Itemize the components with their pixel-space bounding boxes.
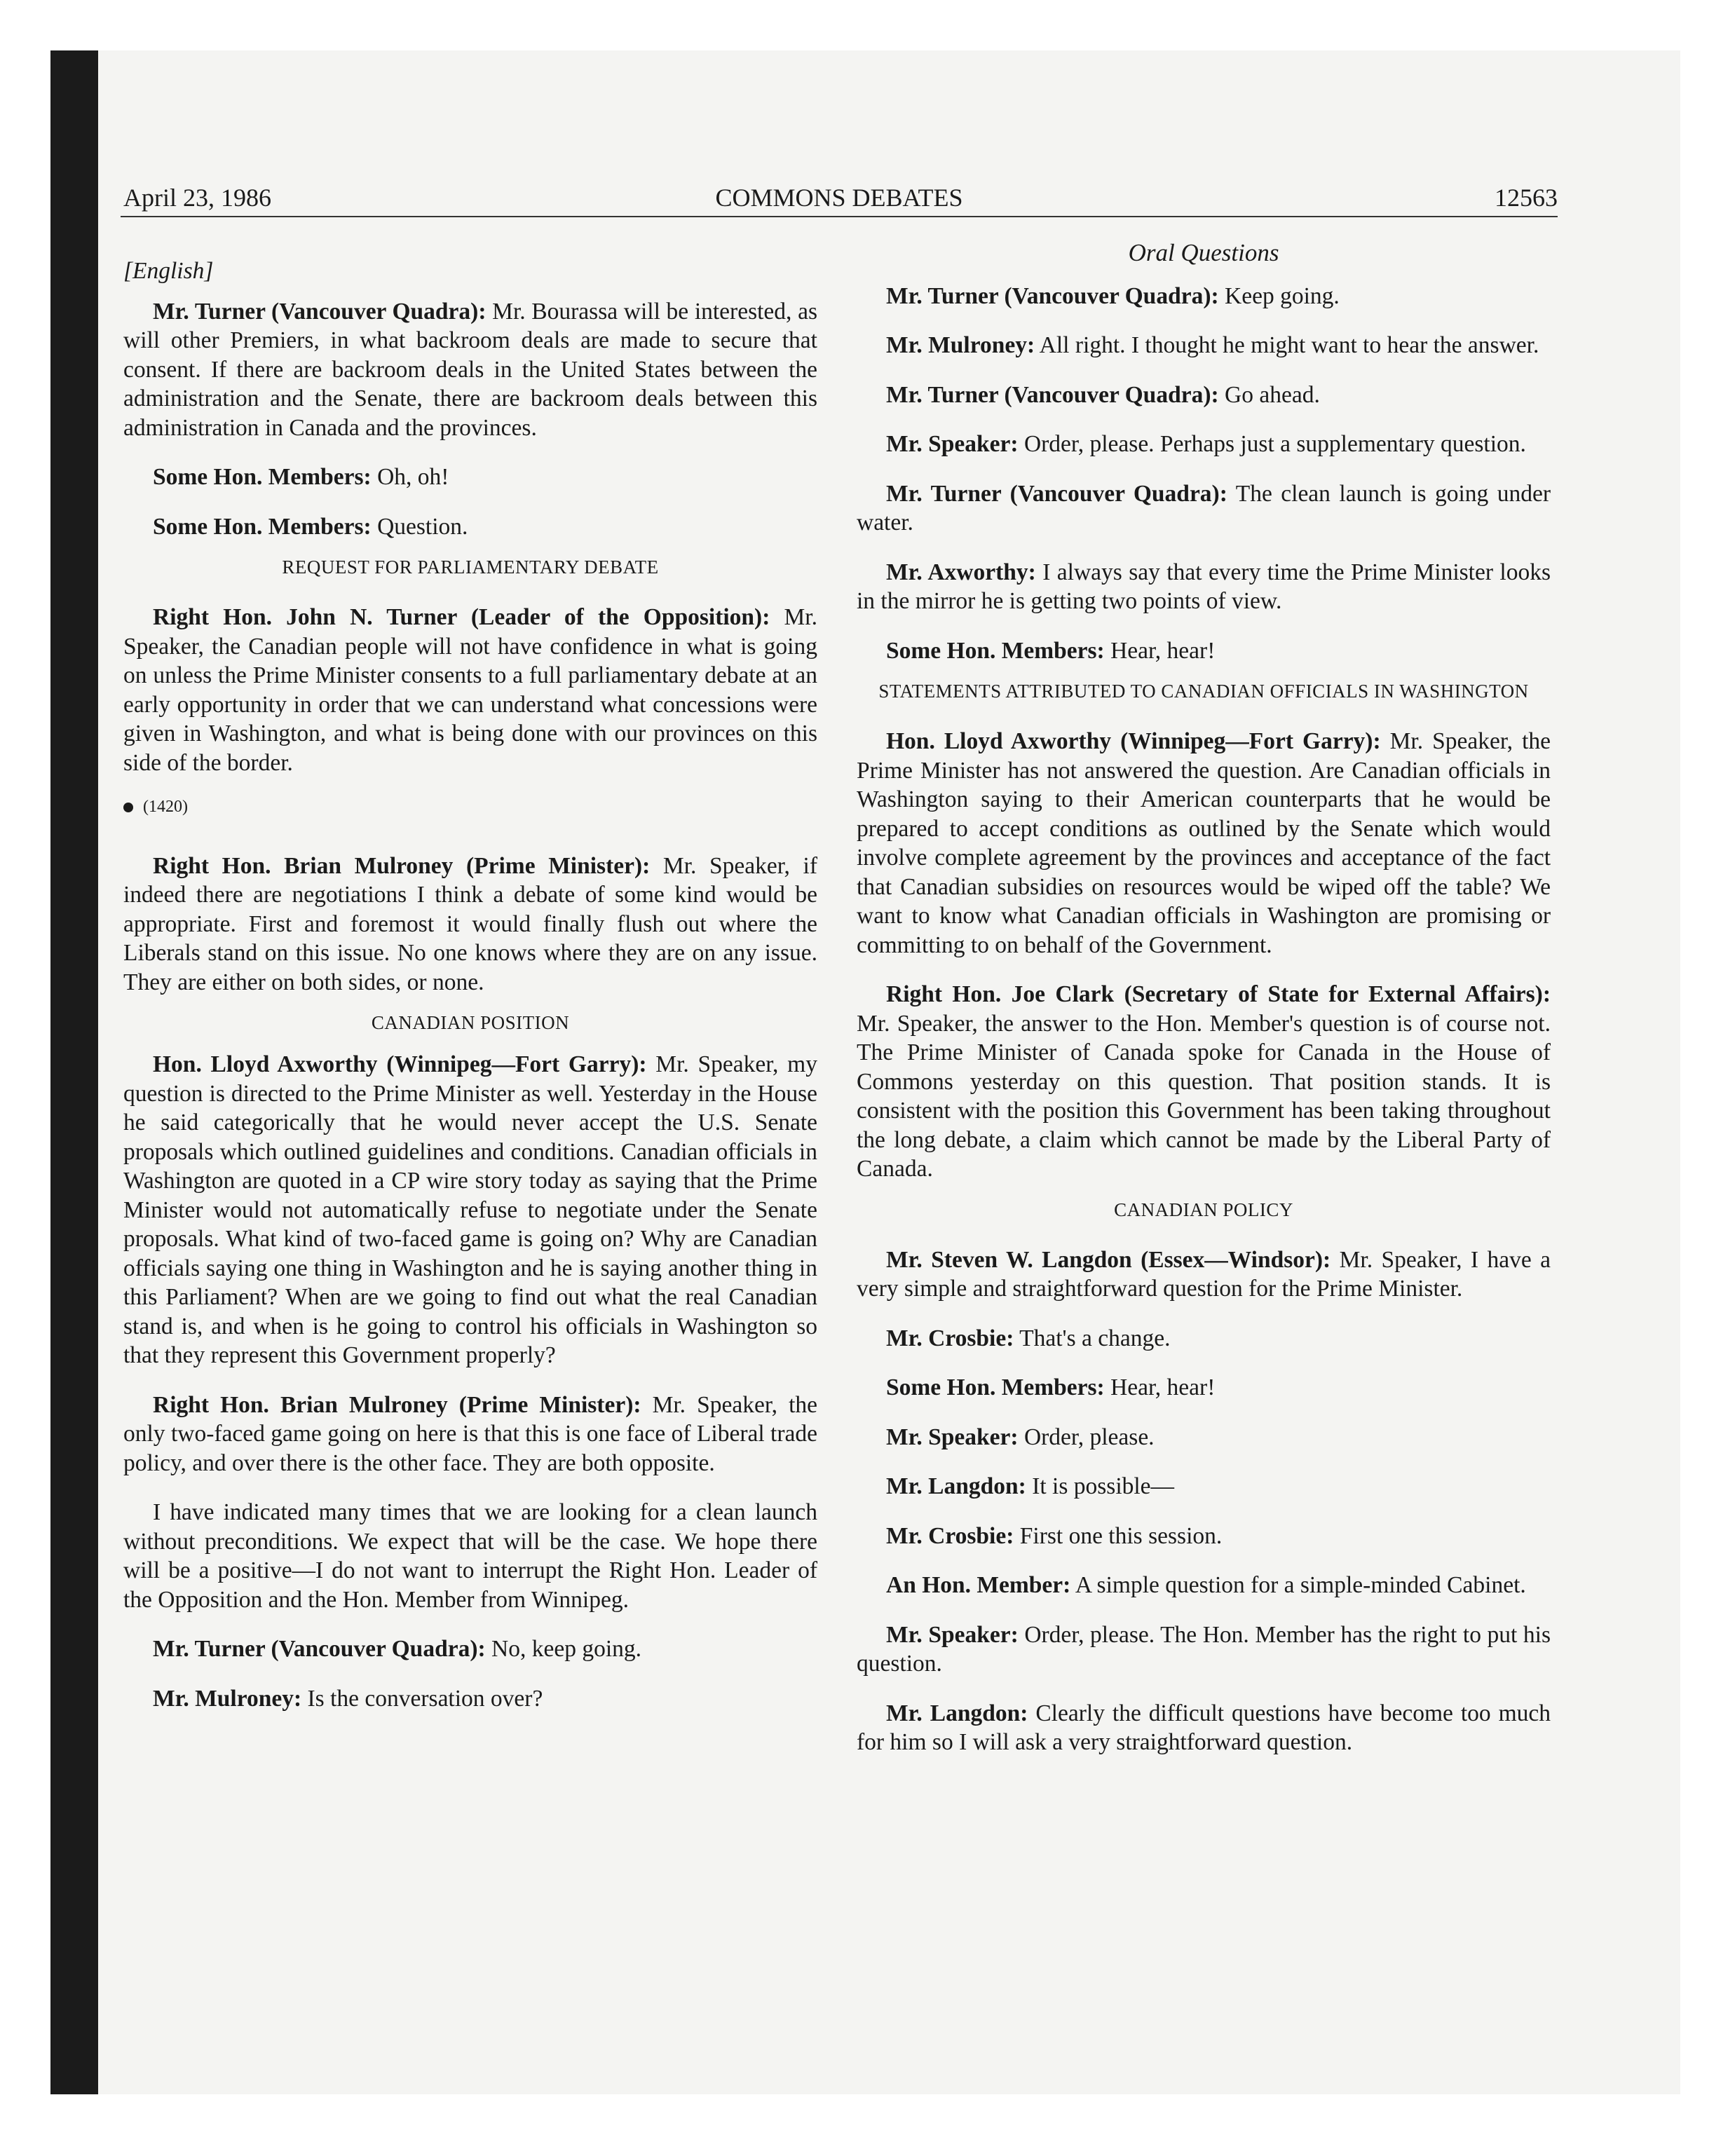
speech-paragraph <box>857 430 1551 459</box>
speech-text: A simple question for a simple-minded Cabinet. <box>1070 1572 1526 1598</box>
binding-edge <box>50 50 98 2094</box>
speech-text: The clean launch is going under water. <box>857 480 1551 535</box>
speech-text: Mr. Speaker, my question is directed to the Prime Minister as well. Yesterday in the House he said categorically that he would never accept the U.S. Senate proposals which outlined guidelines and conditions. Canadian officials in Washington are quoted in a CP wire story today as saying that the Prime Minister would not automatically refuse to negotiate under the Senate proposals. What kind of two-faced game is going on? Why are Canadian officials saying one thing in Washington and he is saying another thing in this Parliament? When are we going to find out what the real Canadian stand is, and when is he going to control his officials in Washington so that they represent this Government properly? <box>123 1051 817 1368</box>
speech-text: Go ahead. <box>1218 381 1320 408</box>
speech-text: Order, please. <box>1018 1424 1155 1450</box>
speech-text: Order, please. The Hon. Member has the right to put his question. <box>857 1621 1551 1677</box>
speaker-name: Mr. Turner (Vancouver Quadra): <box>886 381 1219 408</box>
speech-paragraph <box>123 297 817 443</box>
speaker-name: Mr. Speaker: <box>886 1424 1019 1450</box>
speech-text: That's a change. <box>1014 1325 1171 1351</box>
speech-paragraph <box>857 980 1551 1184</box>
speech-paragraph <box>123 1635 817 1664</box>
speech-paragraph <box>123 463 817 492</box>
speech-text: Mr. Speaker, the Canadian people will not have confidence in what is going on unless the Prime Minister consents to a full parliamentary debate at an early opportunity in order that we can understand what concessions were given in Washington, and what is being done with our provinces on this side of the border. <box>123 604 817 776</box>
speaker-name: Right Hon. John N. Turner (Leader of the Opposition): <box>153 604 770 630</box>
speaker-name: Some Hon. Members: <box>153 513 372 540</box>
speech-text: Question. <box>371 513 468 540</box>
speech-text: First one this session. <box>1014 1522 1223 1549</box>
speech-paragraph <box>123 1391 817 1478</box>
speech-paragraph <box>857 558 1551 616</box>
header-publication: COMMONS DEBATES <box>715 184 963 212</box>
speech-paragraph <box>857 1373 1551 1403</box>
header-date: April 23, 1986 <box>123 184 271 212</box>
speech-text: Is the conversation over? <box>301 1685 543 1712</box>
speech-paragraph <box>857 1571 1551 1600</box>
speaker-name: Mr. Speaker: <box>886 1621 1019 1648</box>
speech-paragraph <box>123 603 817 777</box>
speaker-name: An Hon. Member: <box>886 1572 1071 1598</box>
speaker-name: Some Hon. Members: <box>153 464 372 490</box>
speech-text: Mr. Speaker, the Prime Minister has not answered the question. Are Canadian officials in Washington saying to their American counterparts that he would be prepared to accept conditions as outlined by the Senate which would involve complete agreement by the provinces and acceptance of the fact that Canadian subsidies on resources would be wiped off the table? We want to know what Canadian officials in Washington are promising or committing to on behalf of the Government. <box>857 728 1551 958</box>
speaker-name: Mr. Langdon: <box>886 1700 1028 1726</box>
section-heading: STATEMENTS ATTRIBUTED TO CANADIAN OFFICIALS IN WASHINGTON <box>878 681 1529 702</box>
speaker-name: Mr. Axworthy: <box>886 559 1036 585</box>
speech-text: Hear, hear! <box>1104 637 1216 664</box>
speaker-name: Mr. Turner (Vancouver Quadra): <box>886 480 1227 507</box>
speech-paragraph <box>123 1050 817 1370</box>
bullet-icon <box>123 803 133 812</box>
speech-paragraph <box>857 1324 1551 1353</box>
speech-paragraph <box>857 331 1551 360</box>
speaker-name: Mr. Steven W. Langdon (Essex—Windsor): <box>886 1246 1331 1273</box>
speaker-name: Hon. Lloyd Axworthy (Winnipeg—Fort Garry): <box>153 1051 647 1077</box>
section-title: Oral Questions <box>1128 239 1279 266</box>
speech-text: It is possible— <box>1026 1473 1175 1499</box>
speech-paragraph <box>123 512 817 542</box>
speech-paragraph <box>857 1699 1551 1757</box>
speech-text: I always say that every time the Prime Minister looks in the mirror he is getting two points of view. <box>857 559 1551 614</box>
left-column <box>123 238 817 1733</box>
speaker-name: Right Hon. Brian Mulroney (Prime Minister): <box>153 852 651 879</box>
speaker-name: Right Hon. Brian Mulroney (Prime Minister): <box>153 1391 641 1418</box>
speaker-name: Mr. Turner (Vancouver Quadra): <box>886 282 1219 309</box>
speech-text: Mr. Bourassa will be interested, as will other Premiers, in what backroom deals are made to secure that consent. If there are backroom deals in the United States between the administration and the Senate, there are backroom deals between this administration in Canada and the provinces. <box>123 298 817 441</box>
speaker-name: Mr. Turner (Vancouver Quadra): <box>153 1636 486 1662</box>
speech-text: Oh, oh! <box>371 464 449 490</box>
timestamp <box>123 793 817 822</box>
timestamp-text: (1420) <box>143 798 188 816</box>
speaker-name: Mr. Mulroney: <box>886 332 1035 358</box>
speaker-name: Hon. Lloyd Axworthy (Winnipeg—Fort Garry): <box>886 728 1381 754</box>
speech-text: No, keep going. <box>485 1636 642 1662</box>
speaker-name: Mr. Speaker: <box>886 431 1019 457</box>
speech-paragraph <box>857 636 1551 666</box>
speech-paragraph <box>857 1246 1551 1304</box>
speech-text: Order, please. Perhaps just a supplementary question. <box>1018 431 1526 457</box>
speech-paragraph <box>857 479 1551 538</box>
speaker-name: Mr. Langdon: <box>886 1473 1026 1499</box>
header-page-number: 12563 <box>1495 184 1558 212</box>
speech-text: All right. I thought he might want to hear the answer. <box>1035 332 1539 358</box>
right-column <box>857 238 1551 1778</box>
speaker-name: Mr. Crosbie: <box>886 1522 1014 1549</box>
speech-paragraph <box>857 282 1551 311</box>
speaker-name: Mr. Crosbie: <box>886 1325 1014 1351</box>
speech-paragraph <box>857 1423 1551 1452</box>
language-tag: [English] <box>123 258 214 284</box>
speech-paragraph <box>857 1621 1551 1679</box>
speech-text: Mr. Speaker, the answer to the Hon. Member's question is of course not. The Prime Minister of Canada spoke for Canada in the House of Commons yesterday on this question. That position stands. It is consistent with the position this Government has been taking throughout the long debate, a claim which cannot be made by the Liberal Party of Canada. <box>857 1010 1551 1182</box>
speech-text: Clearly the difficult questions have become too much for him so I will ask a very straightforward question. <box>857 1700 1551 1755</box>
speech-paragraph: I have indicated many times that we are looking for a clean launch without preconditions. We expect that will be the case. We hope there will be a positive—I do not want to interrupt the Right Hon. Leader of the Opposition and the Hon. Member from Winnipeg. <box>123 1499 817 1613</box>
speaker-name: Right Hon. Joe Clark (Secretary of State for External Affairs): <box>886 981 1551 1007</box>
speech-text: Keep going. <box>1218 282 1340 309</box>
speaker-name: Some Hon. Members: <box>886 1374 1105 1400</box>
running-header <box>121 182 1558 217</box>
speech-paragraph <box>857 1522 1551 1551</box>
speech-text: Mr. Speaker, if indeed there are negotiations I think a debate of some kind would be appropriate. First and foremost it would finally flush out where the Liberals stand on this issue. No one knows where they are on any issue. They are either on both sides, or none. <box>123 852 817 995</box>
section-heading: CANADIAN POLICY <box>1114 1199 1293 1220</box>
speech-text: Mr. Speaker, the only two-faced game going on here is that this is one face of Liberal trade policy, and over there is the other face. They are both opposite. <box>123 1391 817 1476</box>
section-heading: REQUEST FOR PARLIAMENTARY DEBATE <box>282 557 659 578</box>
speaker-name: Mr. Turner (Vancouver Quadra): <box>153 298 487 325</box>
speech-paragraph <box>857 1472 1551 1501</box>
speech-paragraph <box>123 1684 817 1714</box>
speech-text: Mr. Speaker, I have a very simple and straightforward question for the Prime Minister. <box>857 1246 1551 1302</box>
speaker-name: Mr. Mulroney: <box>153 1685 302 1712</box>
speech-paragraph <box>857 727 1551 960</box>
header-rule <box>121 216 1558 217</box>
speech-paragraph <box>857 381 1551 410</box>
speech-text: Hear, hear! <box>1104 1374 1216 1400</box>
speaker-name: Some Hon. Members: <box>886 637 1105 664</box>
speech-paragraph <box>123 852 817 997</box>
section-heading: CANADIAN POSITION <box>371 1012 570 1033</box>
